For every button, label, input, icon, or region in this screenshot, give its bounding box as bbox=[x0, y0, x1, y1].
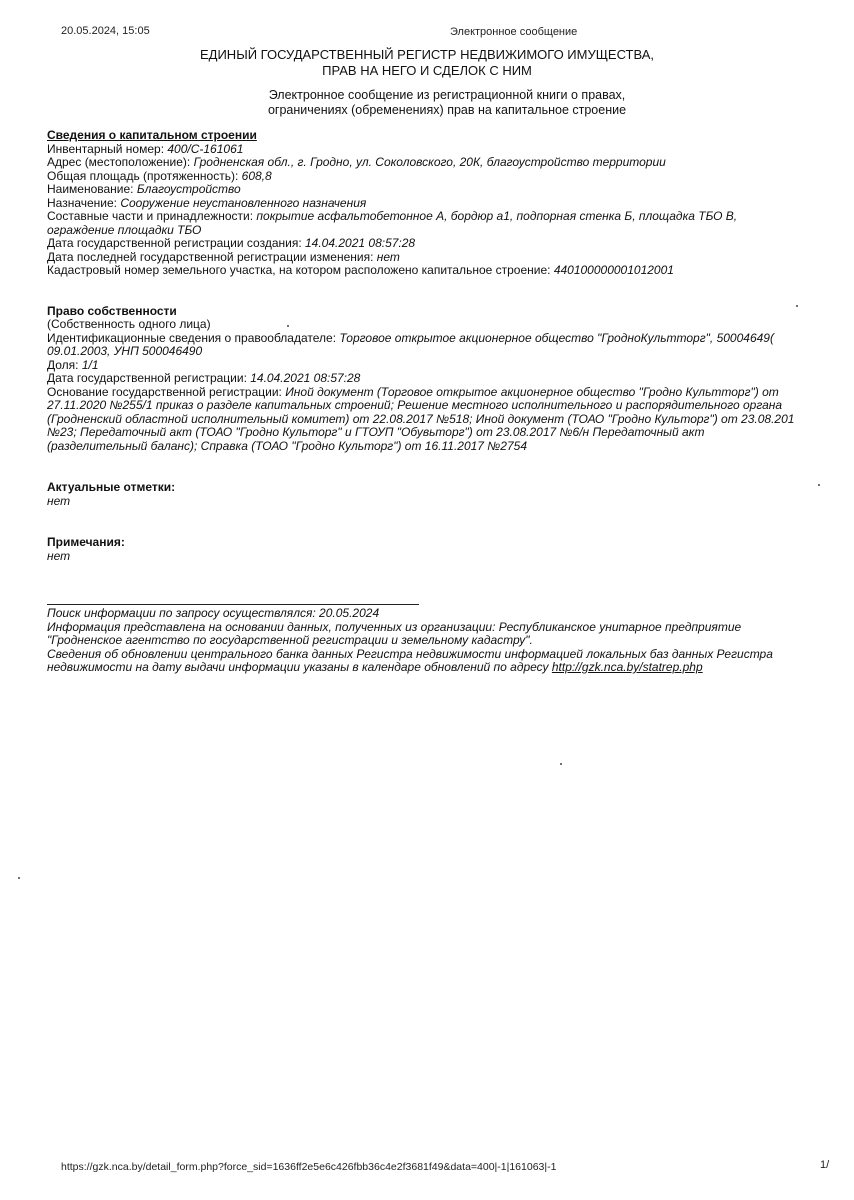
area-row bbox=[47, 170, 847, 184]
basis-value-line-3: (Гродненский областной исполнительный комитет) от 22.08.2017 №518; Иной документ (ТОАО "Гродно Культорг") от 23.08.201 bbox=[47, 411, 795, 426]
update-note-text: недвижимости на дату выдачи информации указаны в календаре обновлений по адресу bbox=[47, 660, 552, 674]
source-note-line-2: "Гродненское агентство по государственной регистрации и земельному кадастру". bbox=[47, 633, 533, 647]
marks-section-heading: Актуальные отметки: bbox=[47, 480, 176, 494]
message-subtitle-line-2: ограничениях (обременениях) прав на капитальное строение bbox=[267, 103, 627, 117]
parts-value: покрытие асфальтобетонное А, бордюр а1, подпорная стенка Б, площадка ТБО В, bbox=[256, 209, 738, 223]
change-date-row bbox=[47, 251, 847, 265]
name-label: Наименование: bbox=[47, 182, 137, 196]
document-type-label: Электронное сообщение bbox=[450, 26, 578, 38]
parts-label: Составные части и принадлежности: bbox=[47, 209, 257, 223]
update-note-line-1: Сведения об обновлении центрального банка данных Регистра недвижимости информацией локальных баз данных Регистра bbox=[47, 646, 773, 661]
share-label: Доля: bbox=[47, 357, 82, 372]
parts-value-continued: ограждение площадки ТБО bbox=[47, 222, 202, 237]
share-value: 1/1 bbox=[81, 357, 99, 372]
scan-speck bbox=[796, 305, 798, 307]
purpose-row bbox=[47, 197, 847, 211]
basis-value-line-4: №23; Передаточный акт (ТОАО "Гродно Культорг" и ГТОУП "Обувьторг") от 23.08.2017 №6/н Передаточный акт bbox=[47, 425, 705, 439]
inventory-number-row bbox=[47, 143, 847, 157]
creation-date-label: Дата государственной регистрации создания: bbox=[47, 236, 305, 250]
area-value: 608,8 bbox=[241, 168, 272, 183]
holder-value-continued: 09.01.2003, УНП 500046490 bbox=[47, 344, 203, 358]
page-url: https://gzk.nca.by/detail_form.php?force_sid=1636ff2e5e6c426fbb36c4e2f3681f49&data=400|-1|161063|-1 bbox=[61, 1161, 557, 1173]
registration-date-row bbox=[47, 372, 847, 386]
inventory-number-value: 400/C-161061 bbox=[167, 141, 244, 156]
message-subtitle-line-1: Электронное сообщение из регистрационной книги о правах, bbox=[268, 88, 626, 102]
name-value: Благоустройство bbox=[136, 182, 241, 196]
change-date-label: Дата последней государственной регистрации изменения: bbox=[47, 249, 377, 264]
scan-speck bbox=[18, 877, 20, 879]
parts-row bbox=[47, 210, 847, 224]
register-title-line-1: ЕДИНЫЙ ГОСУДАРСТВЕННЫЙ РЕГИСТР НЕДВИЖИМОГО ИМУЩЕСТВА, bbox=[199, 47, 655, 62]
inventory-number-label: Инвентарный номер: bbox=[47, 141, 168, 156]
cadastral-row bbox=[47, 264, 847, 278]
register-title-line-2: ПРАВ НА НЕГО И СДЕЛОК С НИМ bbox=[322, 63, 532, 78]
search-date-note: Поиск информации по запросу осуществлялся: 20.05.2024 bbox=[47, 606, 380, 620]
registration-date-label: Дата государственной регистрации: bbox=[47, 371, 251, 385]
building-section-heading: Сведения о капитальном строении bbox=[47, 128, 257, 142]
holder-label: Идентификационные сведения о правообладателе: bbox=[47, 330, 340, 345]
document-body bbox=[47, 129, 847, 563]
footer-notes bbox=[47, 604, 847, 675]
ownership-section-heading: Право собственности bbox=[47, 303, 177, 318]
share-row bbox=[47, 359, 847, 373]
holder-row bbox=[47, 332, 847, 346]
area-label: Общая площадь (протяженность): bbox=[47, 168, 242, 183]
ownership-type: (Собственность одного лица) bbox=[47, 317, 211, 331]
address-row bbox=[47, 156, 847, 170]
scan-speck bbox=[560, 763, 562, 765]
purpose-label: Назначение: bbox=[47, 195, 121, 210]
statrep-link[interactable]: http://gzk.nca.by/statrep.php bbox=[551, 660, 703, 674]
scan-speck bbox=[818, 484, 820, 486]
footer-divider bbox=[47, 604, 419, 605]
cadastral-value: 440100000001012001 bbox=[553, 263, 674, 277]
update-note-line-2 bbox=[47, 661, 847, 675]
page-number: 1/ bbox=[820, 1159, 830, 1171]
address-label: Адрес (местоположение): bbox=[47, 155, 194, 169]
creation-date-value: 14.04.2021 08:57:28 bbox=[305, 236, 416, 250]
address-value: Гродненская обл., г. Гродно, ул. Соколовского, 20К, благоустройство территории bbox=[193, 155, 666, 169]
cadastral-label: Кадастровый номер земельного участка, на котором расположено капитальное строение: bbox=[47, 263, 554, 277]
basis-value: Иной документ (Торговое открытое акционерное общество "Гродно Культторг") от bbox=[285, 384, 779, 399]
basis-label: Основание государственной регистрации: bbox=[47, 384, 286, 399]
purpose-value: Сооружение неустановленного назначения bbox=[120, 195, 367, 210]
scan-speck bbox=[287, 325, 289, 327]
source-note-line-1: Информация представлена на основании данных, полученных из организации: Республиканское унитарное предприятие bbox=[47, 619, 742, 634]
change-date-value: нет bbox=[376, 249, 400, 264]
print-datetime: 20.05.2024, 15:05 bbox=[61, 25, 150, 37]
holder-value: Торговое открытое акционерное общество "ГродноКультторг", 50004649( bbox=[339, 330, 774, 345]
basis-value-line-2: 27.11.2020 №255/1 приказ о разделе капитальных строений; Решение местного исполнительного и распорядительного органа bbox=[47, 398, 783, 412]
name-row bbox=[47, 183, 847, 197]
basis-row bbox=[47, 386, 847, 400]
notes-section-heading: Примечания: bbox=[47, 535, 125, 549]
registration-date-value: 14.04.2021 08:57:28 bbox=[250, 371, 361, 385]
notes-value: нет bbox=[47, 548, 71, 563]
basis-value-line-5: (разделительный баланс); Справка (ТОАО "Гродно Культорг") от 16.11.2017 №2754 bbox=[47, 438, 527, 453]
marks-value: нет bbox=[47, 493, 71, 508]
creation-date-row bbox=[47, 237, 847, 251]
